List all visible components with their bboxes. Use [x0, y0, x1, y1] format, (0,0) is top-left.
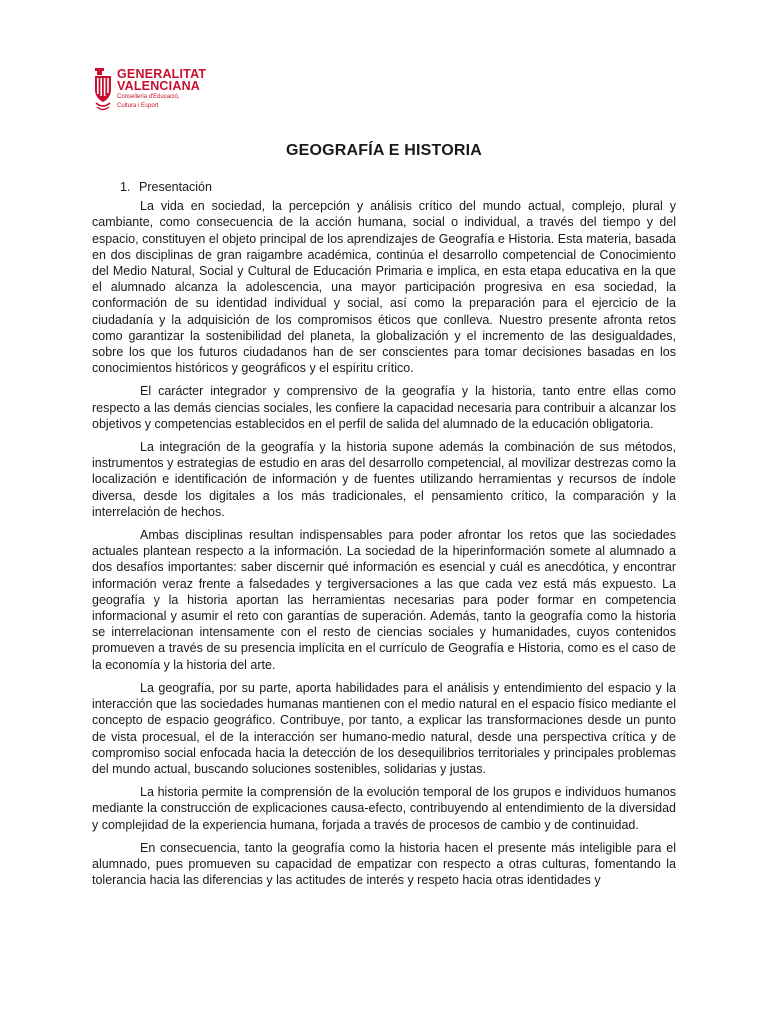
section-number: 1. — [120, 180, 131, 194]
paragraph: El carácter integrador y comprensivo de la geografía y la historia, tanto entre ellas como respecto a las demás ciencias sociales, les confiere la capacidad necesaria para contribuir a alcanzar los objetivos y competencias establecidos en el perfil de salida del alumnado de la educación obligatoria. — [92, 384, 676, 431]
generalitat-emblem-icon — [93, 68, 113, 112]
logo-name-line1: GENERALITAT — [117, 67, 207, 81]
logo-subtitle-line1: Conselleria d'Educació, — [117, 94, 180, 100]
paragraph: La historia permite la comprensión de la evolución temporal de los grupos e individuos humanos mediante la construcción de explicaciones causa-efecto, contribuyendo al entendimiento de la diversidad y complejidad de la experiencia humana, forjada a través de procesos de cambio y de continuidad. — [92, 785, 676, 832]
generalitat-valenciana-logo — [93, 68, 206, 112]
paragraph: La vida en sociedad, la percepción y análisis crítico del mundo actual, complejo, plural y cambiante, como consecuencia de la acción humana, social o individual, a través del tiempo y del espacio, constituyen el objeto principal de los aprendizajes de Geografía e Historia. Esta materia, basada en dos disciplinas de gran raigambre académica, continúa el desarrollo competencial de Conocimiento del Medio Natural, Social y Cultural de Educación Primaria e implica, en esta etapa educativa en la que el alumnado alcanza la adolescencia, una mayor participación progresiva en esa sociedad, la conformación de su identidad individual y social, así como la preparación para el ejercicio de la ciudadanía y la adquisición de los compromisos éticos que conlleva. Nuestro presente afronta retos como garantizar la sostenibilidad del planeta, la globalización y el incremento de las desigualdades, sobre los que los futuros ciudadanos han de ser conscientes para tomar decisiones basadas en los conocimientos históricos y geográficos y el espíritu crítico. — [92, 199, 676, 376]
document-body — [92, 179, 676, 895]
paragraph: La geografía, por su parte, aporta habilidades para el análisis y entendimiento del espacio y la interacción que las sociedades humanas mantienen con el medio natural en el espacio físico mediante el concepto de espacio geográfico. Contribuye, por tanto, a explicar las transformaciones desde un punto de vista procesual, el de la interacción ser humano-medio natural, desde una perspectiva crítica y de compromiso social enfocada hacia la detección de los desequilibrios territoriales y principales problemas del mundo actual, buscando soluciones sostenibles, solidarias y justas. — [92, 680, 676, 776]
section-heading — [120, 179, 676, 195]
paragraph: En consecuencia, tanto la geografía como la historia hacen el presente más inteligible para el alumnado, pues promueven su capacidad de empatizar con respecto a otras culturas, fomentando la tolerancia hacia las diferencias y las actitudes de interés y respeto hacia otras identidades y — [92, 840, 676, 888]
paragraph: La integración de la geografía y la historia supone además la combinación de sus métodos, instrumentos y estrategias de estudio en aras del desarrollo competencial, al movilizar destrezas como la localización e identificación de información y de fuentes utilizando herramientas y recursos de índole diversa, desde los digitales a los más tradicionales, el pensamiento crítico, la comparación y la interrelación de hechos. — [92, 440, 676, 519]
paragraph: Ambas disciplinas resultan indispensables para poder afrontar los retos que las sociedades actuales plantean respecto a la información. La sociedad de la hiperinformación somete al alumnado a dos desafíos importantes: saber discernir qué información es esencial y cuál es anecdótica, y encontrar información veraz frente a falsedades y tergiversaciones a las que cada vez está más expuesto. La geografía y la historia aportan las herramientas necesarias para poder formar en competencia informacional y asumir el reto con garantías de superación. Además, tanto la geografía como la historia se interrelacionan intensamente con el resto de ciencias sociales y humanidades, cuyos contenidos promueven a través de su presencia implícita en el currículo de Geografía e Historia, como es el caso de la economía y la historia del arte. — [92, 528, 676, 672]
logo-name-line2: VALENCIANA — [117, 79, 201, 93]
logo-text — [117, 68, 206, 110]
document-title: GEOGRAFÍA E HISTORIA — [285, 142, 482, 159]
section-title: Presentación — [139, 180, 212, 194]
logo-subtitle-line2: Cultura i Esport — [117, 103, 159, 109]
